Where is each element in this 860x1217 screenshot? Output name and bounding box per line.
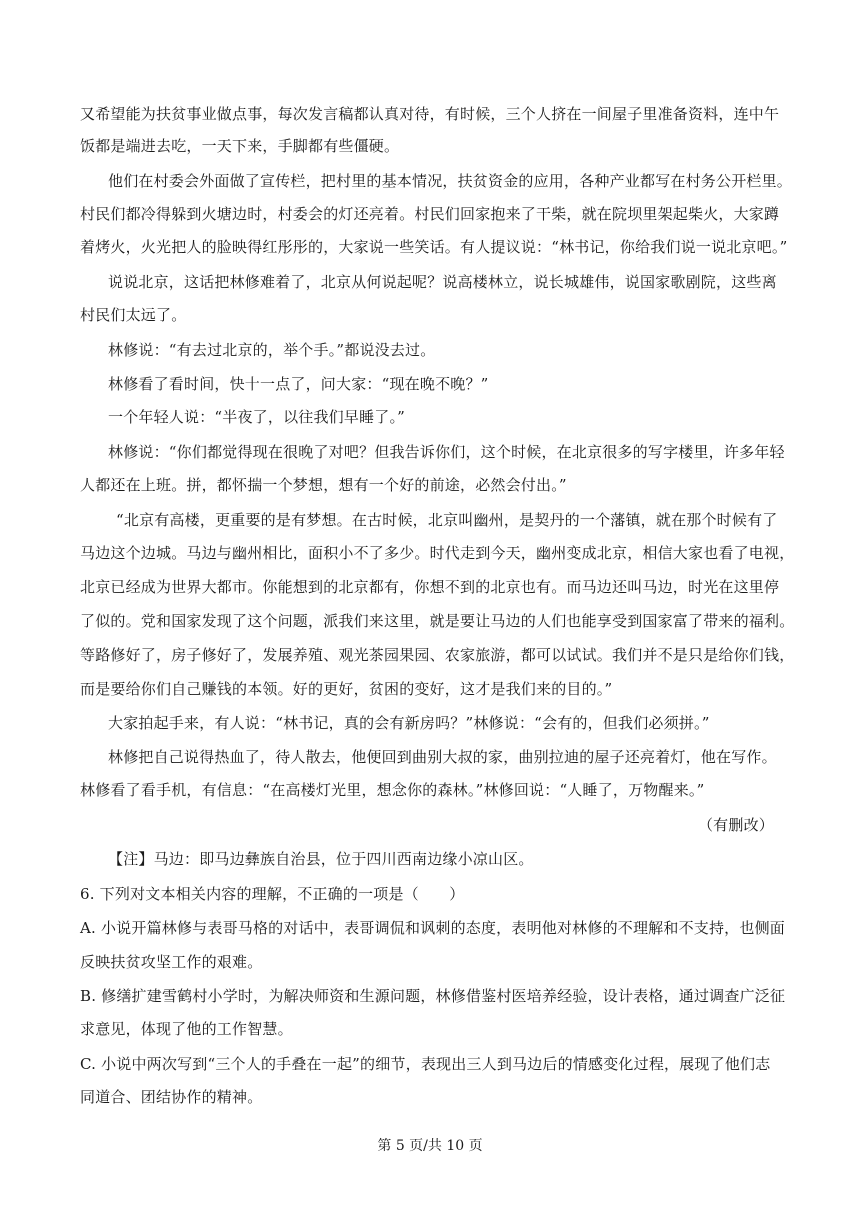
passage-line: 马边这个边城。马边与幽州相比，面积小不了多少。时代走到今天，幽州变成北京，相信大家也看了电视， xyxy=(80,544,795,562)
passage-line: 大家拍起手来，有人说：“林书记，真的会有新房吗？”林修说：“会有的，但我们必须拼。” xyxy=(108,714,710,732)
passage-line: 林修看了看时间，快十一点了，问大家：“现在晚不晚？” xyxy=(108,375,489,393)
option-c-line: 同道合、团结协作的精神。 xyxy=(80,1088,263,1106)
option-b-line: B. 修缮扩建雪鹤村小学时，为解决师资和生源问题，林修借鉴村医培养经验，设计表格，通过调查广泛征 xyxy=(80,987,786,1005)
passage-line: 饭都是端进去吃，一天下来，手脚都有些僵硬。 xyxy=(80,137,400,155)
passage-line: “北京有高楼，更重要的是有梦想。在古时候，北京叫幽州，是契丹的一个藩镇，就在那个时候有了 xyxy=(116,511,778,529)
option-a-line: A. 小说开篇林修与表哥马格的对话中，表哥调侃和讽刺的态度，表明他对林修的不理解和不支持，也侧面 xyxy=(80,919,785,937)
option-b-line: 求意见，体现了他的工作智慧。 xyxy=(80,1020,293,1038)
option-c-line: C. 小说中两次写到“三个人的手叠在一起”的细节，表现出三人到马边后的情感变化过程，展现了他们志 xyxy=(80,1055,771,1073)
passage-line: 人都还在上班。拼，都怀揣一个梦想，想有一个好的前途，必然会付出。” xyxy=(80,476,567,494)
passage-line: 村民们都冷得躲到火塘边时，村委会的灯还亮着。村民们回家抱来了干柴，就在院坝里架起柴火，大家蹲 xyxy=(80,205,780,223)
page-number: 第 5 页/共 10 页 xyxy=(377,1138,483,1154)
source-note: （有删改） xyxy=(697,816,774,834)
passage-line: 北京已经成为世界大都市。你能想到的北京都有，你想不到的北京也有。而马边还叫马边，时光在这里停 xyxy=(80,578,780,596)
annotation-note: 【注】马边：即马边彝族自治县，位于四川西南边缘小凉山区。 xyxy=(108,850,534,868)
passage-line: 村民们太远了。 xyxy=(80,306,187,324)
passage-line: 林修说：“你们都觉得现在很晚了对吧？但我告诉你们，这个时候，在北京很多的写字楼里，许多年轻 xyxy=(108,443,785,461)
passage-line: 等路修好了，房子修好了，发展养殖、观光茶园果园、农家旅游，都可以试试。我们并不是只是给你们钱， xyxy=(80,646,795,664)
passage-line: 又希望能为扶贫事业做点事，每次发言稿都认真对待，有时候，三个人挤在一间屋子里准备资料，连中午 xyxy=(80,105,780,123)
passage-line: 着烤火，火光把人的脸映得红彤彤的，大家说一些笑话。有人提议说：“林书记，你给我们说一说北京吧。” xyxy=(80,238,788,256)
option-a-line: 反映扶贫攻坚工作的艰难。 xyxy=(80,953,263,971)
passage-line: 说说北京，这话把林修难着了，北京从何说起呢？说高楼林立，说长城雄伟，说国家歌剧院，这些离 xyxy=(108,273,777,291)
passage-line: 林修看了看手机，有信息：“在高楼灯光里，想念你的森林。”林修回说：“人睡了，万物醒来。” xyxy=(80,781,705,799)
passage-line: 而是要给你们自己赚钱的本领。好的更好，贫困的变好，这才是我们来的目的。” xyxy=(80,680,613,698)
passage-line: 林修把自己说得热血了，待人散去，他便回到曲别大叔的家，曲别拉迪的屋子还亮着灯，他在写作。 xyxy=(108,748,777,766)
question-stem: 6. 下列对文本相关内容的理解，不正确的一项是（ ） xyxy=(80,885,465,903)
passage-line: 林修说：“有去过北京的，举个手。”都说没去过。 xyxy=(108,341,436,359)
passage-line: 他们在村委会外面做了宣传栏，把村里的基本情况，扶贫资金的应用，各种产业都写在村务公开栏里。 xyxy=(108,172,793,190)
passage-line: 一个年轻人说：“半夜了，以往我们早睡了。” xyxy=(108,408,406,426)
passage-line: 了似的。党和国家发现了这个问题，派我们来这里，就是要让马边的人们也能享受到国家富了带来的福利。 xyxy=(80,612,795,630)
